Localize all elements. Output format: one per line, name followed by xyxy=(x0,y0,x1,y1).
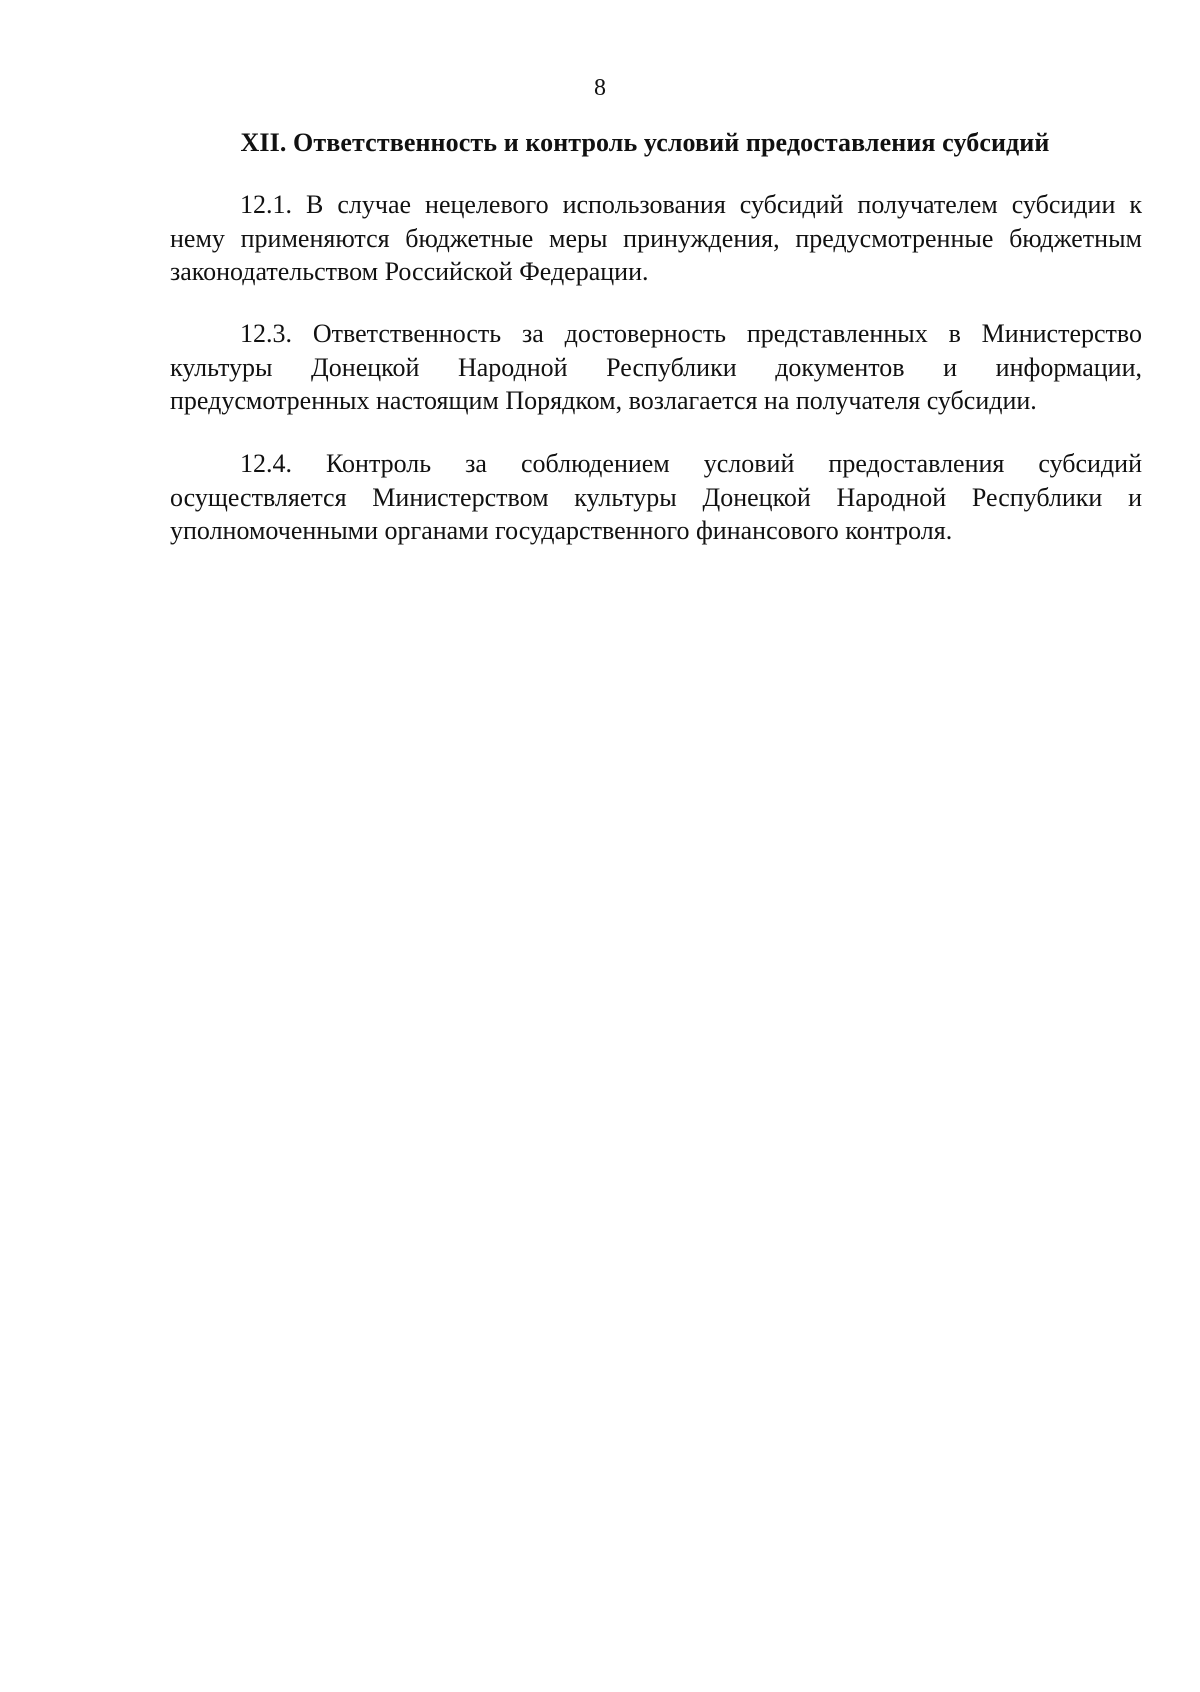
paragraph-12-4: 12.4. Контроль за соблюдением условий предоставления субсидий осуществляется Министерством культуры Донецкой Народной Республики и уполномоченными органами государственного финансового контроля. xyxy=(170,449,1142,545)
paragraph-12-1: 12.1. В случае нецелевого использования субсидий получателем субсидии к нему применяются бюджетные меры принуждения, предусмотренные бюджетным законодательством Российской Федерации. xyxy=(170,190,1142,286)
section-title: XII. Ответственность и контроль условий предоставления субсидий xyxy=(240,128,1050,157)
page-number: 8 xyxy=(594,75,606,101)
paragraph-12-3: 12.3. Ответственность за достоверность представленных в Министерство культуры Донецкой Народной Республики документов и информации, предусмотренных настоящим Порядком, возлагается на получателя субсидии. xyxy=(170,319,1142,415)
